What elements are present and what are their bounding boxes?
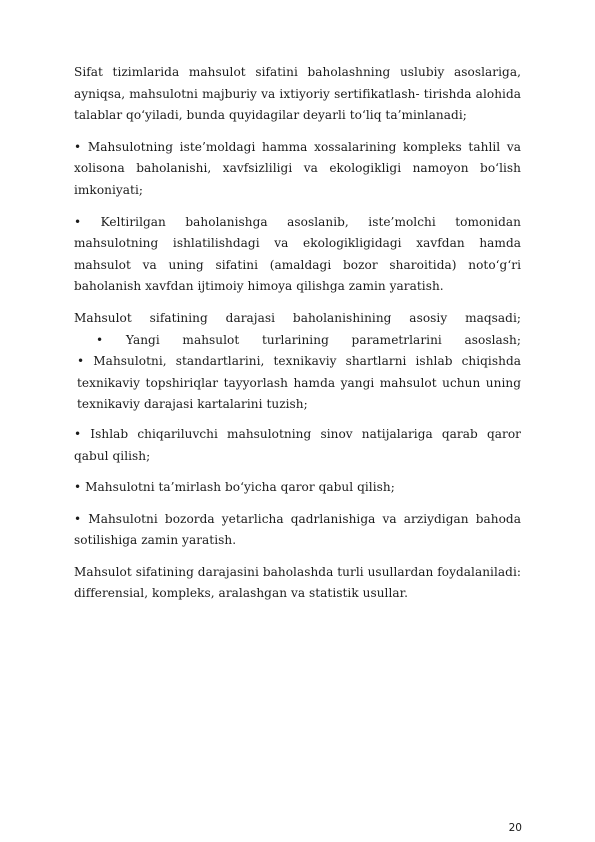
bullet-repair-decision: • Mahsulotni ta’mirlash bo‘yicha qaror qabul qilish; — [74, 480, 395, 495]
paragraph-methods: Mahsulot sifatining darajasini baholashda turli usullardan foydalaniladi: differensial, kompleks, aralashgan va statistik usullar. — [74, 564, 521, 601]
document-page — [74, 62, 521, 615]
bullet-new-product-parameters: • Yangi mahsulot turlarining parametrlarini asoslash; — [96, 332, 521, 347]
page-number: 20 — [508, 822, 522, 834]
bullet-social-protection: • Keltirilgan baholanishga asoslanib, iste’molchi tomonidan mahsulotning ishlatilishdagi va ekologikligidagi xavfdan hamda mahsulot va uning sifatini (amaldagi bozor sharoitida) noto‘g‘ri baholanish xavfdan ijtimoiy himoya qilishga zamin yaratish. — [74, 214, 521, 294]
bullet-technical-assignments: • Mahsulotni, standartlarini, texnikaviy shartlarni ishlab chiqishda texnikaviy topshiriqlar tayyorlash hamda yangi mahsulot uchun uning texnikaviy darajasi kartalarini tuzish; — [77, 354, 521, 412]
bullet-test-results-decision: • Ishlab chiqariluvchi mahsulotning sinov natijalariga qarab qaror qabul qilish; — [74, 426, 521, 463]
bullet-comprehensive-evaluation: • Mahsulotning iste’moldagi hamma xossalarining kompleks tahlil va xolisona baholanishi, xavfsizliligi va ekologikligi namoyon bo‘lish imkoniyati; — [74, 139, 521, 197]
paragraph-intro: Sifat tizimlarida mahsulot sifatini baholashning uslubiy asoslariga, ayniqsa, mahsulotni majburiy va ixtiyoriy sertifikatlash- tirishda alohida talablar qo‘yiladi, bunda quyidagilar deyarli to‘liq ta’minlanadi; — [74, 65, 521, 123]
paragraph-main-goals — [74, 308, 521, 416]
goals-heading: Mahsulot sifatining darajasi baholanishining asosiy maqsadi; — [74, 310, 521, 325]
bullet-market-value: • Mahsulotni bozorda yetarlicha qadrlanishiga va arziydigan bahoda sotilishiga zamin yaratish. — [74, 511, 521, 548]
